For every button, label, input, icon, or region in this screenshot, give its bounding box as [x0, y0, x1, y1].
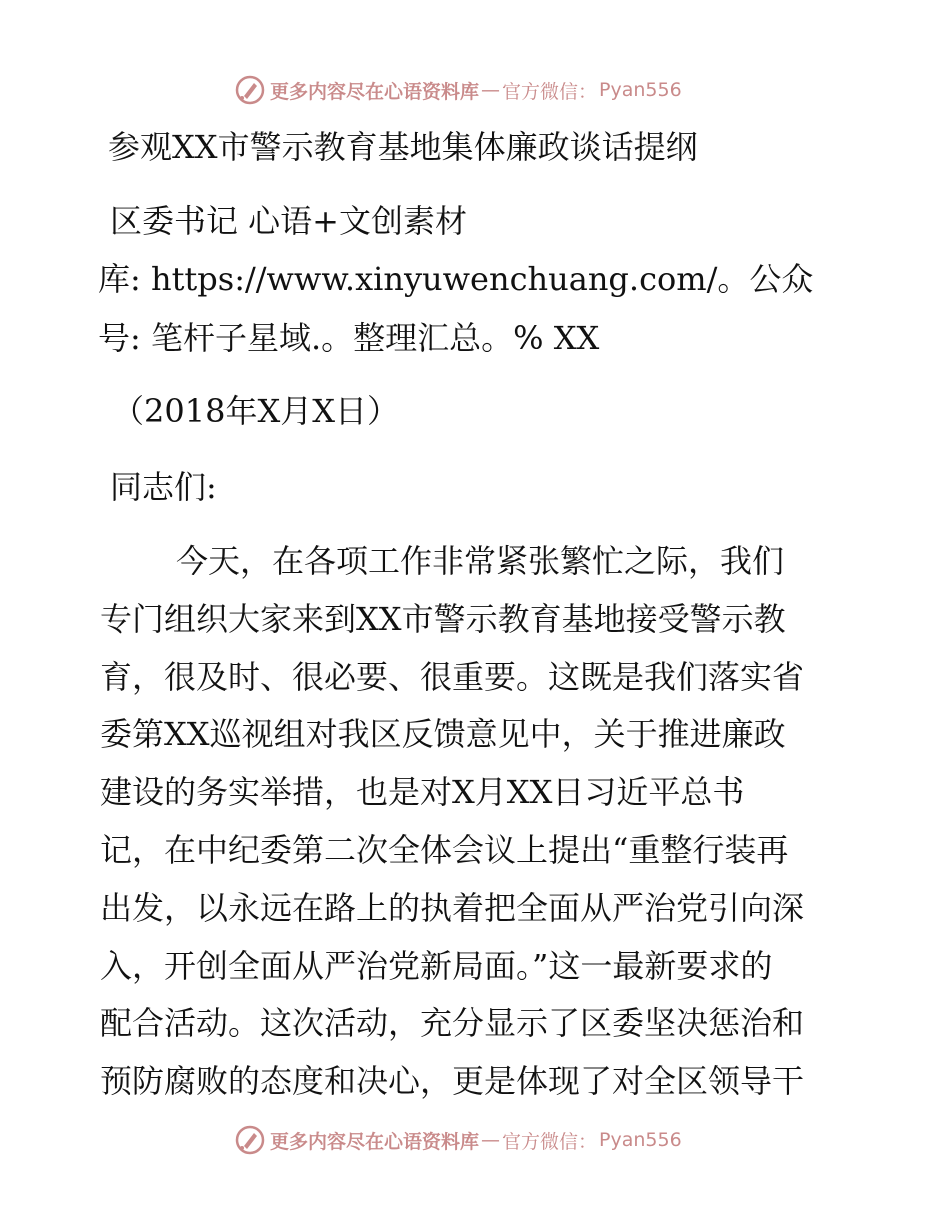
body-line: 建设的务实举措，也是对X月XX日习近平总书	[100, 773, 745, 812]
body-line: 育，很及时、很必要、很重要。这既是我们落实省	[100, 657, 805, 696]
body-line: 记，在中纪委第二次全体会议上提出“重整行装再	[100, 830, 789, 869]
pen-nib-logo-icon	[234, 1124, 266, 1156]
document-title: 参观XX市警示教育基地集体廉政谈话提纲	[108, 128, 698, 166]
body-line: 专门组织大家来到XX市警示教育基地接受警示教	[100, 599, 786, 638]
watermark-wechat-label: 官方微信：	[502, 1130, 598, 1153]
watermark-dash: —	[481, 1129, 501, 1151]
watermark-text: 更多内容尽在心语资料库	[270, 80, 480, 103]
body-line: 入，开创全面从严治党新局面。”这一最新要求的	[100, 946, 773, 985]
body-line: 出发，以永远在路上的执着把全面从严治党引向深	[100, 888, 805, 927]
watermark-text: 更多内容尽在心语资料库	[270, 1130, 480, 1153]
document-date: （2018年X月X日）	[112, 392, 400, 430]
watermark-wechat-id: Pyan556	[599, 1129, 682, 1151]
watermark-dash: —	[481, 79, 501, 101]
body-line: 今天，在各项工作非常紧张繁忙之际，我们	[176, 542, 785, 580]
author-line-1: 区委书记 心语+文创素材	[110, 202, 467, 240]
salutation: 同志们:	[110, 468, 217, 506]
body-line: 委第XX巡视组对我区反馈意见中，关于推进廉政	[100, 715, 786, 754]
body-paragraph	[100, 541, 860, 1119]
body-line: 预防腐败的态度和决心，更是体现了对全区领导干	[100, 1062, 805, 1101]
footer-watermark-banner	[234, 1123, 682, 1157]
author-line-3: 号: 笔杆子星域.。整理汇总。% XX	[98, 319, 600, 357]
pen-nib-logo-icon	[234, 74, 266, 106]
body-line: 配合活动。这次活动，充分显示了区委坚决惩治和	[100, 1004, 805, 1043]
author-line-2: 库: https://www.xinyuwenchuang.com/。公众	[98, 260, 814, 298]
watermark-wechat-label: 官方微信：	[502, 80, 598, 103]
watermark-wechat-id: Pyan556	[599, 79, 682, 101]
header-watermark-banner	[234, 73, 682, 107]
